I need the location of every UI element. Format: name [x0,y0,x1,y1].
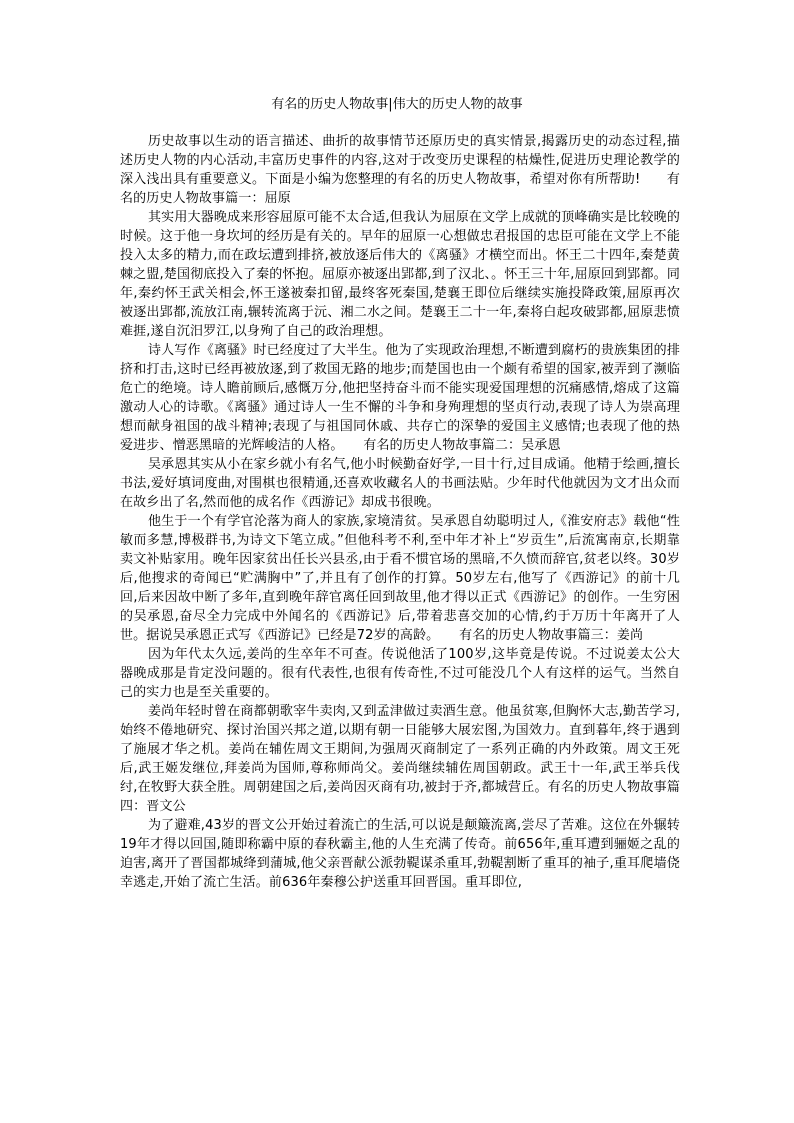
paragraph: 历史故事以生动的语言描述、曲折的故事情节还原历史的真实情景,揭露历史的动态过程,描述历史人物的内心活动,丰富历史事件的内容,这对于改变历史课程的枯燥性,促进历史理论教学的深入浅出具有重要意义。下面是小编为您整理的有名的历史人物故事，希望对你有所帮助! 有名的历史人物故事篇一：屈原 [120,134,680,206]
paragraph: 其实用大器晚成来形容屈原可能不太合适,但我认为屈原在文学上成就的顶峰确实是比较晚的时候。这于他一身坎坷的经历是有关的。早年的屈原一心想做忠君报国的忠臣可能在文学上不能投入太多的精力,而在政坛遭到排挤,被放逐后伟大的《离骚》才横空而出。怀王二十四年,秦楚黄棘之盟,楚国彻底投入了秦的怀抱。屈原亦被逐出郢都,到了汉北、。怀王三十年,屈原回到郢都。同年,秦约怀王武关相会,怀王遂被秦扣留,最终客死秦国,楚襄王即位后继续实施投降政策,屈原再次被逐出郢都,流放江南,辗转流离于沅、湘二水之间。楚襄王二十一年,秦将白起攻破郢都,屈原悲愤难捱,遂自沉汨罗江,以身殉了自己的政治理想。 [120,210,680,339]
paragraph: 他生于一个有学官沦落为商人的家族,家境清贫。吴承恩自幼聪明过人,《淮安府志》载他“性敏而多慧,博极群书,为诗文下笔立成。”但他科考不利,至中年才补上“岁贡生”,后流寓南京,长期靠卖文补贴家用。晚年因家贫出任长兴县丞,由于看不惯官场的黑暗,不久愤而辞官,贫老以终。30岁后,他搜求的奇闻已“贮满胸中”了,并且有了创作的打算。50岁左右,他写了《西游记》的前十几回,后来因故中断了多年,直到晚年辞官离任回到故里,他才得以正式《西游记》的创作。一生穷困的吴承恩,奋尽全力完成中外闻名的《西游记》后,带着悲喜交加的心情,约于万历十年离开了人世。据说吴承恩正式写《西游记》已经是72岁的高龄。 有名的历史人物故事篇三：姜尚 [120,514,680,643]
paragraph: 姜尚年轻时曾在商都朝歌宰牛卖肉,又到孟津做过卖酒生意。他虽贫寒,但胸怀大志,勤苦学习,始终不倦地研究、探讨治国兴邦之道,以期有朝一日能够大展宏图,为国效力。直到暮年,终于遇到了施展才华之机。姜尚在辅佐周文王期间,为强周灭商制定了一系列正确的内外政策。周文王死后,武王姬发继位,拜姜尚为国师,尊称师尚父。姜尚继续辅佐周国朝政。武王十一年,武王举兵伐纣,在牧野大获全胜。周朝建国之后,姜尚因灭商有功,被封于齐,都城营丘。有名的历史人物故事篇四：晋文公 [120,704,680,814]
document-title: 有名的历史人物故事|伟大的历史人物的故事 [271,97,523,112]
paragraph: 诗人写作《离骚》时已经度过了大半生。他为了实现政治理想,不断遭到腐朽的贵族集团的排挤和打击,这时已经再被放逐,到了救国无路的地步;而楚国也由一个颇有希望的国家,被弄到了濒临危亡的绝境。诗人瞻前顾后,感慨万分,他把坚持奋斗而不能实现爱国理想的沉痛感情,熔成了这篇激动人心的诗歌。《离骚》通过诗人一生不懈的斗争和身殉理想的坚贞行动,表现了诗人为崇高理想而献身祖国的战斗精神;表现了与祖国同休戚、共存亡的深挚的爱国主义感情;也表现了他的热爱进步、憎恶黑暗的光辉峻洁的人格。 有名的历史人物故事篇二：吴承恩 [120,343,680,453]
paragraph: 因为年代太久远,姜尚的生卒年不可查。传说他活了100岁,这毕竟是传说。不过说姜太公大器晚成那是肯定没问题的。很有代表性,也很有传奇性,不过可能没几个人有这样的运气。当然自己的实力也是至关重要的。 [120,647,680,700]
paragraph: 为了避难,43岁的晋文公开始过着流亡的生活,可以说是颠簸流离,尝尽了苦难。这位在外辗转19年才得以回国,随即称霸中原的春秋霸主,他的人生充满了传奇。前656年,重耳遭到骊姬之乱的迫害,离开了晋国都城绛到蒲城,他父亲晋献公派勃鞮谋杀重耳,勃鞮割断了重耳的袖子,重耳爬墙侥幸逃走,开始了流亡生活。前636年秦穆公护送重耳回晋国。重耳即位, [120,818,680,890]
document-body [120,132,680,892]
paragraph: 吴承恩其实从小在家乡就小有名气,他小时候勤奋好学,一目十行,过目成诵。他精于绘画,擅长书法,爱好填词度曲,对围棋也很精通,还喜欢收藏名人的书画法贴。少年时代他就因为文才出众而在故乡出了名,然而他的成名作《西游记》却成书很晚。 [120,457,680,510]
